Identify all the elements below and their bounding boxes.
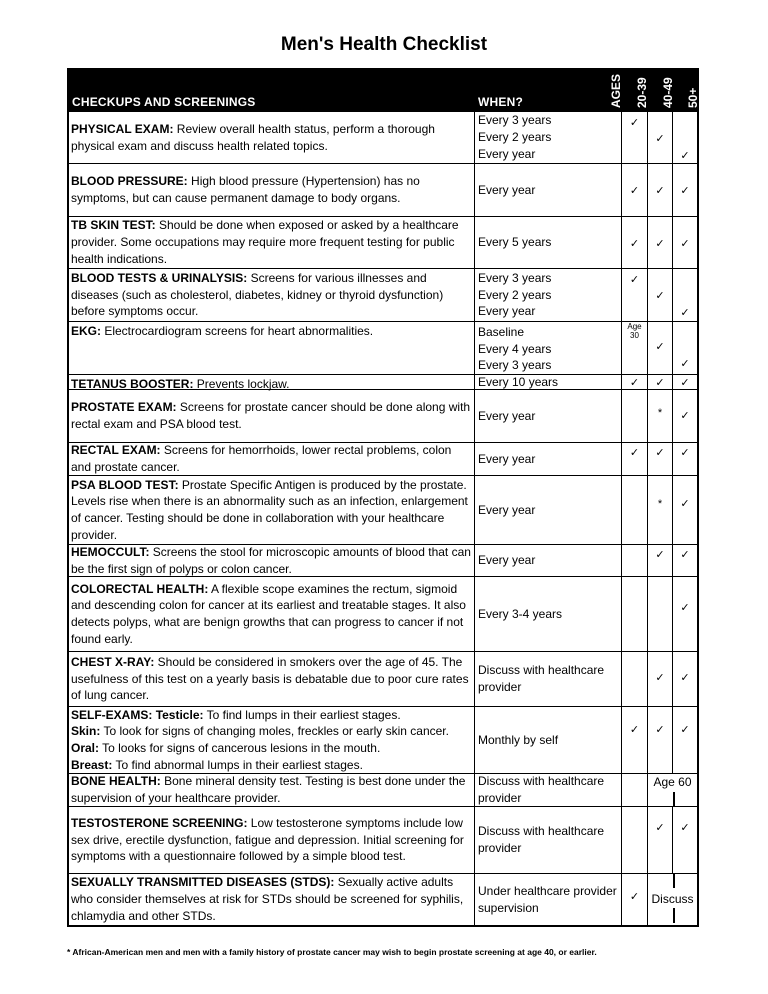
checkup-name: TESTOSTERONE SCREENING: [71, 815, 248, 830]
table-row [69, 269, 697, 322]
description-text [71, 874, 472, 924]
age-cell-age-20-39 [622, 774, 648, 806]
age-cell-age-50-plus [673, 807, 697, 873]
when-cell [475, 707, 622, 773]
age-cell-age-40-49 [648, 112, 673, 163]
check-mark: ✓ [680, 410, 690, 422]
self-exam-part-text: To find lumps in their earliest stages. [203, 707, 401, 722]
checkup-detail: A flexible scope examines the rectum, sigmoid and descending colon for cancer at its earliest and treatable stages. It also detects polyps, what are benign growths that can progress to cancer if not found early. [71, 581, 466, 646]
checkup-detail: Electrocardiogram screens for heart abnormalities. [101, 324, 374, 338]
when-cell [475, 390, 622, 442]
checkup-name: RECTAL EXAM: [71, 443, 161, 458]
age-cell-age-40-49 [648, 443, 673, 475]
checkup-detail: Prevents lockjaw. [193, 377, 290, 391]
check-mark: ✓ [655, 549, 665, 561]
check-mark: ✓ [629, 724, 640, 736]
when-line: Every year [478, 408, 536, 423]
check-mark: ✓ [629, 377, 640, 389]
check-mark: ✓ [655, 724, 665, 736]
check-mark: ✓ [629, 185, 640, 197]
when-cell [475, 375, 622, 389]
description-text [71, 217, 472, 267]
when-line: Every 3 years [478, 358, 552, 373]
checkup-name: EKG: [71, 324, 101, 338]
when-text [478, 112, 551, 162]
when-line: Every 2 years [478, 287, 552, 302]
when-text [478, 408, 535, 425]
when-text [478, 502, 535, 519]
age-cell-age-50-plus [673, 322, 697, 374]
age-cell-age-20-39 [622, 375, 648, 389]
check-mark: ✓ [655, 290, 665, 302]
when-text [478, 374, 558, 391]
self-exam-part-name: Oral: [71, 741, 100, 755]
check-mark: ✓ [680, 150, 690, 162]
table-row [69, 577, 697, 652]
description-text [71, 173, 472, 206]
check-mark: ✓ [655, 672, 665, 684]
when-cell [475, 322, 622, 374]
table-row [69, 375, 697, 390]
std-discuss-label: Discuss [651, 892, 694, 906]
checkup-detail: Screens for various illnesses and diseases (such as cholesterol, diabetes, kidney or thyroid dysfunction) before symptoms occur. [71, 270, 444, 319]
header-age-50-plus: 50+ [686, 87, 700, 108]
checklist-table [67, 68, 699, 927]
when-text [478, 823, 618, 856]
table-row [69, 476, 697, 545]
age-cell-age-20-39 [622, 652, 648, 706]
when-line: Every year [478, 304, 536, 319]
checkup-description [69, 476, 475, 544]
when-cell [475, 476, 622, 544]
table-row [69, 217, 697, 269]
table-row [69, 443, 697, 476]
check-mark: ✓ [680, 822, 690, 834]
description-text [71, 773, 472, 806]
when-line: Baseline [478, 325, 525, 339]
age-cell-age-40-49 [648, 375, 673, 389]
checkup-name: SEXUALLY TRANSMITTED DISEASES (STDS): [71, 875, 335, 890]
when-line: Every 10 years [478, 375, 559, 389]
checkup-detail: Screens the stool for microscopic amounts of blood that can be the first sign of polyps or colon cancer. [71, 544, 471, 576]
header-checkups: CHECKUPS AND SCREENINGS [72, 95, 256, 109]
checkup-name: BLOOD TESTS & URINALYSIS: [71, 270, 248, 285]
when-line: Every 3-4 years [478, 606, 563, 621]
self-exam-part-text: To look for signs of changing moles, freckles or early skin cancer. [100, 724, 449, 739]
checkup-name: SELF-EXAMS: [71, 707, 153, 722]
std-range-line-bottom [673, 908, 675, 923]
age-cell-age-50-plus [673, 112, 697, 163]
self-exam-part-name: Skin: [71, 724, 101, 739]
when-cell [475, 112, 622, 163]
when-line: Every year [478, 553, 536, 568]
table-row [69, 112, 697, 164]
check-mark: ✓ [680, 238, 690, 250]
age-cell-age-40-49 [648, 390, 673, 442]
check-mark: ✓ [680, 377, 690, 389]
check-mark: ✓ [655, 377, 665, 389]
check-mark: ✓ [680, 307, 690, 319]
age-cell-age-40-49 [648, 164, 673, 216]
footnote: * African-American men and men with a family history of prostate cancer may wish to begin prostate screening at age 40, or earlier. [67, 947, 597, 957]
description-text [71, 654, 472, 704]
when-line: Under healthcare provider supervision [478, 883, 617, 915]
when-line: Every 5 years [478, 235, 552, 250]
self-exam-part-text: To find abnormal lumps in their earliest stages. [112, 757, 363, 772]
checkup-detail: Screens for prostate cancer should be done along with rectal exam and PSA blood test. [71, 400, 471, 431]
when-line: Every year [478, 502, 536, 517]
check-mark: ✓ [680, 672, 690, 684]
table-row [69, 164, 697, 217]
age-cell-age-40-49 [648, 322, 673, 374]
checkup-detail: Should be considered in smokers over the age of 45. The usefulness of this test on a yearly basis is debatable due to poor cure rates of lung cancer. [71, 654, 469, 703]
table-row [69, 874, 697, 925]
description-text [71, 442, 472, 475]
check-mark: ✓ [680, 724, 690, 736]
age-cell-age-20-39 [622, 322, 648, 374]
self-exam-part-name: Testicle: [155, 707, 204, 722]
age-cell-age-20-39 [622, 217, 648, 268]
checkup-description [69, 545, 475, 576]
age-cell-age-40-49 [648, 545, 673, 576]
when-cell [475, 807, 622, 873]
check-mark: ✓ [680, 549, 690, 561]
when-cell [475, 443, 622, 475]
check-mark: ✓ [629, 447, 640, 459]
table-row [69, 807, 697, 874]
age-cell-age-50-plus [673, 476, 697, 544]
page-title: Men's Health Checklist [280, 34, 488, 55]
checkup-description [69, 164, 475, 216]
checkup-name: BLOOD PRESSURE: [71, 174, 188, 189]
check-mark: ✓ [629, 117, 640, 129]
when-cell [475, 577, 622, 651]
age-cell-age-50-plus [673, 443, 697, 475]
check-mark: ✓ [655, 133, 665, 145]
check-mark: ✓ [680, 602, 690, 614]
age-cell-age-40-49 [648, 217, 673, 268]
checkup-detail: Screens for hemorrhoids, lower rectal problems, colon and prostate cancer. [71, 443, 452, 474]
table-row [69, 545, 697, 577]
age-cell-age-40-49 [648, 476, 673, 544]
checkup-description [69, 217, 475, 268]
age-cell-age-50-plus [673, 164, 697, 216]
description-text [71, 707, 449, 774]
age-cell-age-20-39 [622, 269, 648, 321]
checkup-description [69, 707, 475, 773]
checkup-description [69, 807, 475, 873]
checkup-name: PROSTATE EXAM: [71, 400, 177, 415]
age-cell-age-20-39 [622, 807, 648, 873]
when-line: Discuss with healthcare provider [478, 663, 605, 694]
checkup-name: PSA BLOOD TEST: [71, 477, 179, 492]
when-line: Every 3 years [478, 113, 552, 128]
when-line: Every year [478, 146, 536, 161]
when-cell [475, 217, 622, 268]
age-cell-age-50-plus [673, 217, 697, 268]
self-exam-part-name: Breast: [71, 757, 113, 772]
age-cell-age-20-39 [622, 577, 648, 651]
when-line: Discuss with healthcare provider [478, 824, 605, 855]
description-text [71, 477, 472, 544]
check-mark: ✓ [680, 185, 690, 197]
checkup-description [69, 322, 475, 374]
age-cell-age-50-plus [673, 390, 697, 442]
description-text [71, 323, 373, 340]
age-cell-age-20-39 [622, 443, 648, 475]
checkup-detail: High blood pressure (Hypertension) has no symptoms, but can cause permanent damage to body organs. [71, 174, 420, 205]
header-age-40-49: 40-49 [661, 77, 675, 108]
age-cell-age-20-39 [622, 476, 648, 544]
age-cell-age-40-49 [648, 652, 673, 706]
checkup-name: HEMOCCULT: [71, 544, 150, 559]
checkup-name: TB SKIN TEST: [71, 218, 156, 233]
check-mark: ✓ [655, 447, 665, 459]
description-text [71, 815, 472, 865]
age-cell-age-50-plus [673, 577, 697, 651]
age-cell-age-20-39 [622, 874, 648, 925]
bone-health-age-label: Age 60 [653, 775, 692, 789]
table-header [69, 70, 700, 112]
age-cell-age-20-39 [622, 112, 648, 163]
self-exam-part-text: To looks for signs of cancerous lesions in the mouth. [99, 741, 381, 755]
when-text [478, 732, 558, 749]
check-mark: ✓ [655, 822, 665, 834]
bone-health-range-line [673, 792, 675, 806]
description-text [71, 121, 472, 154]
check-mark: ✓ [629, 274, 640, 286]
check-mark: ✓ [680, 498, 690, 510]
description-text [71, 399, 472, 432]
description-text [71, 581, 472, 648]
when-text [478, 270, 551, 320]
checkup-description [69, 774, 475, 806]
when-cell [475, 164, 622, 216]
checkup-description [69, 375, 475, 389]
table-row [69, 390, 697, 443]
checkup-name: CHEST X-RAY: [71, 654, 155, 669]
checkup-detail: Review overall health status, perform a thorough physical exam and discuss health related topics. [71, 121, 435, 153]
when-line: Every year [478, 451, 536, 466]
checkup-description [69, 390, 475, 442]
when-line: Every 3 years [478, 270, 552, 285]
checkup-name: PHYSICAL EXAM: [71, 121, 174, 136]
when-cell [475, 545, 622, 576]
age-cell-age-20-39 [622, 164, 648, 216]
table-row [69, 652, 697, 707]
checkup-description [69, 269, 475, 321]
when-cell [475, 652, 622, 706]
when-text [478, 323, 551, 374]
description-text [71, 544, 472, 577]
check-mark: ✓ [655, 238, 665, 250]
checkup-detail: Prostate Specific Antigen is produced by the prostate. Levels rise when there is an abnormality such as an infection, enlargement of cancer. Testing should be done in collaboration with your healthcare provider. [71, 477, 468, 542]
checkup-detail: Should be done when exposed or asked by a healthcare provider. Some occupations may require more frequent testing for public health indications. [71, 218, 459, 266]
when-text [478, 234, 551, 251]
description-text [71, 270, 472, 320]
checkup-name: BONE HEALTH: [71, 774, 161, 789]
when-text [478, 552, 535, 569]
age-cell-age-50-plus [673, 652, 697, 706]
when-line: Monthly by self [478, 732, 559, 747]
when-text [478, 883, 618, 916]
when-line: Every 4 years [478, 341, 552, 356]
when-text [478, 606, 562, 623]
age-cell-age-40-49 [648, 577, 673, 651]
when-cell [475, 774, 622, 806]
age-cell-age-50-plus [673, 707, 697, 773]
when-text [478, 451, 535, 468]
age-cell-age-20-39 [622, 545, 648, 576]
when-text [478, 662, 618, 695]
age-cell-age-50-plus [673, 269, 697, 321]
check-mark: ✓ [655, 341, 665, 353]
when-text [478, 773, 618, 806]
when-line: Every year [478, 182, 536, 197]
std-range-line-top [673, 874, 675, 888]
header-when: WHEN? [478, 95, 523, 109]
asterisk-mark: * [657, 407, 663, 419]
age-cell-age-40-49 [648, 269, 673, 321]
when-line: Discuss with healthcare provider [478, 774, 605, 805]
age-cell-age-20-39 [622, 707, 648, 773]
checkup-name: COLORECTAL HEALTH: [71, 581, 209, 596]
checkup-description [69, 874, 475, 925]
when-text [478, 182, 535, 199]
checkup-description [69, 443, 475, 475]
age-cell-age-20-39 [622, 390, 648, 442]
when-cell [475, 269, 622, 321]
checkup-description [69, 577, 475, 651]
ekg-age-label: Age 30 [627, 322, 642, 340]
age-cell-age-50-plus [673, 375, 697, 389]
checkup-description [69, 652, 475, 706]
checkup-detail: Sexually active adults who consider themselves at risk for STDs should be screened for syphilis, chlamydia and other STDs. [71, 875, 464, 923]
header-age-20-39: 20-39 [635, 77, 649, 108]
checkup-detail: Bone mineral density test. Testing is best done under the supervision of your healthcare provider. [71, 774, 466, 805]
when-line: Every 2 years [478, 130, 552, 145]
asterisk-mark: * [657, 498, 663, 510]
age-cell-age-40-49 [648, 707, 673, 773]
check-mark: ✓ [680, 447, 690, 459]
checkup-name: TETANUS BOOSTER: [71, 377, 194, 391]
table-row [69, 322, 697, 375]
table-row [69, 774, 697, 807]
age-cell-age-40-49 [648, 807, 673, 873]
when-cell [475, 874, 622, 925]
check-mark: ✓ [629, 891, 640, 903]
checkup-detail: Low testosterone symptoms include low sex drive, erectile dysfunction, fatigue and depression. Initial screening for symptoms with a questionnaire followed by a simple blood test. [71, 815, 464, 864]
age-cell-age-50-plus [673, 545, 697, 576]
header-ages: AGES [609, 73, 623, 108]
check-mark: ✓ [655, 185, 665, 197]
table-row [69, 707, 697, 774]
check-mark: ✓ [629, 238, 640, 250]
checkup-description [69, 112, 475, 163]
check-mark: ✓ [680, 358, 690, 370]
